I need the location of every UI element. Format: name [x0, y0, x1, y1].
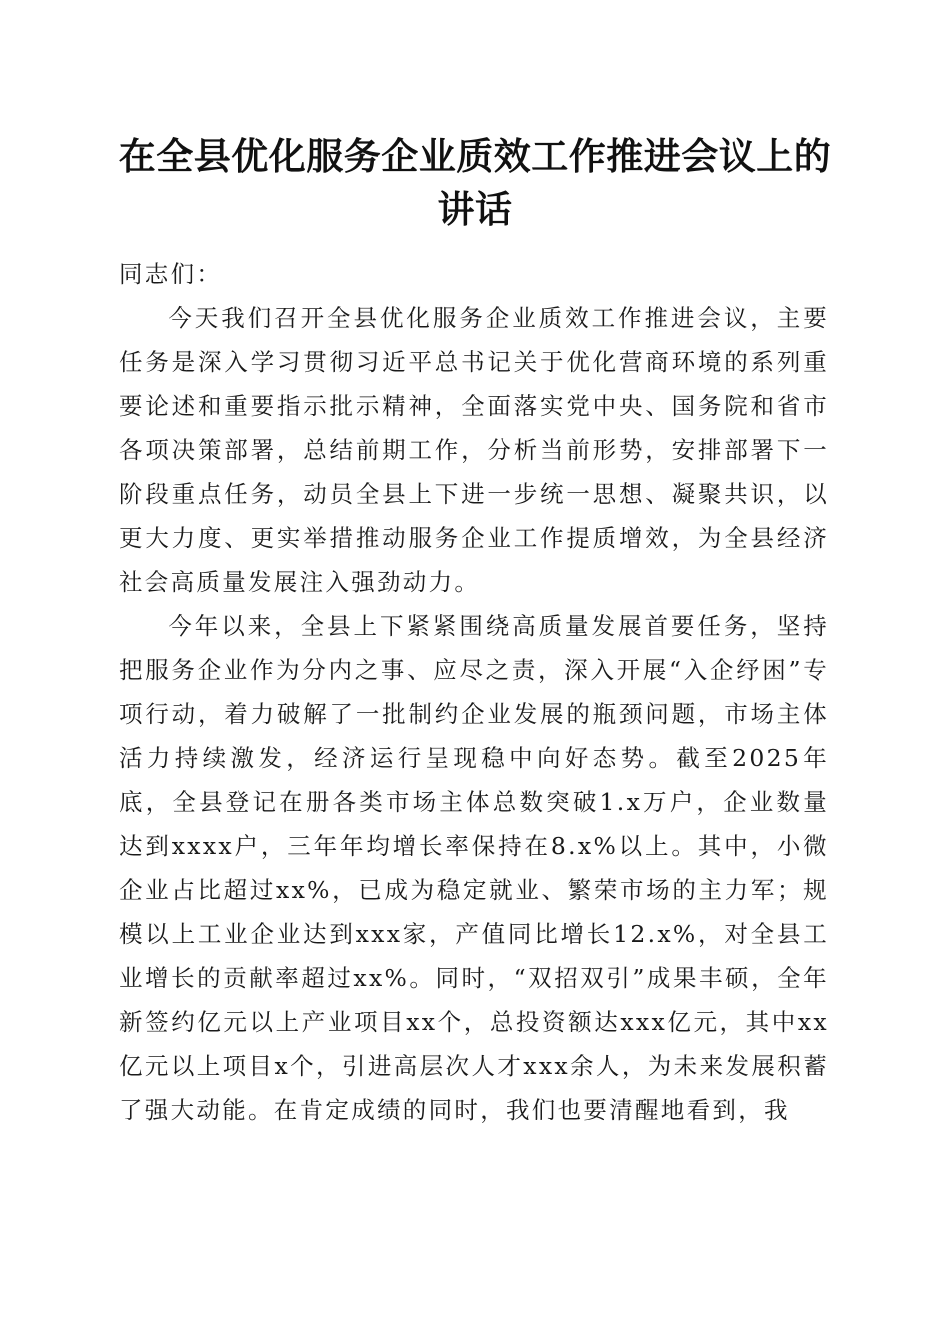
paragraph-2: 今年以来，全县上下紧紧围绕高质量发展首要任务，坚持把服务企业作为分内之事、应尽之责，深入开展“入企纾困”专项行动，着力破解了一批制约企业发展的瓶颈问题，市场主体活力持续激发，经济运行呈现稳中向好态势。截至2025年底，全县登记在册各类市场主体总数突破1.x万户，企业数量达到xxxx户，三年年均增长率保持在8.x%以上。其中，小微企业占比超过xx%，已成为稳定就业、繁荣市场的主力军；规模以上工业企业达到xxx家，产值同比增长12.x%，对全县工业增长的贡献率超过xx%。同时，“双招双引”成果丰硕，全年新签约亿元以上产业项目xx个，总投资额达xxx亿元，其中xx亿元以上项目x个，引进高层次人才xxx余人，为未来发展积蓄了强大动能。在肯定成绩的同时，我们也要清醒地看到，我: [119, 612, 829, 1124]
paragraph-1: 今天我们召开全县优化服务企业质效工作推进会议，主要任务是深入学习贯彻习近平总书记关于优化营商环境的系列重要论述和重要指示批示精神，全面落实党中央、国务院和省市各项决策部署，总结前期工作，分析当前形势，安排部署下一阶段重点任务，动员全县上下进一步统一思想、凝聚共识，以更大力度、更实举措推动服务企业工作提质增效，为全县经济社会高质量发展注入强劲动力。: [119, 304, 829, 596]
document-title: 在全县优化服务企业质效工作推进会议上的讲话: [118, 134, 832, 231]
greeting: 同志们：: [119, 260, 223, 288]
document-body: [119, 252, 829, 1132]
